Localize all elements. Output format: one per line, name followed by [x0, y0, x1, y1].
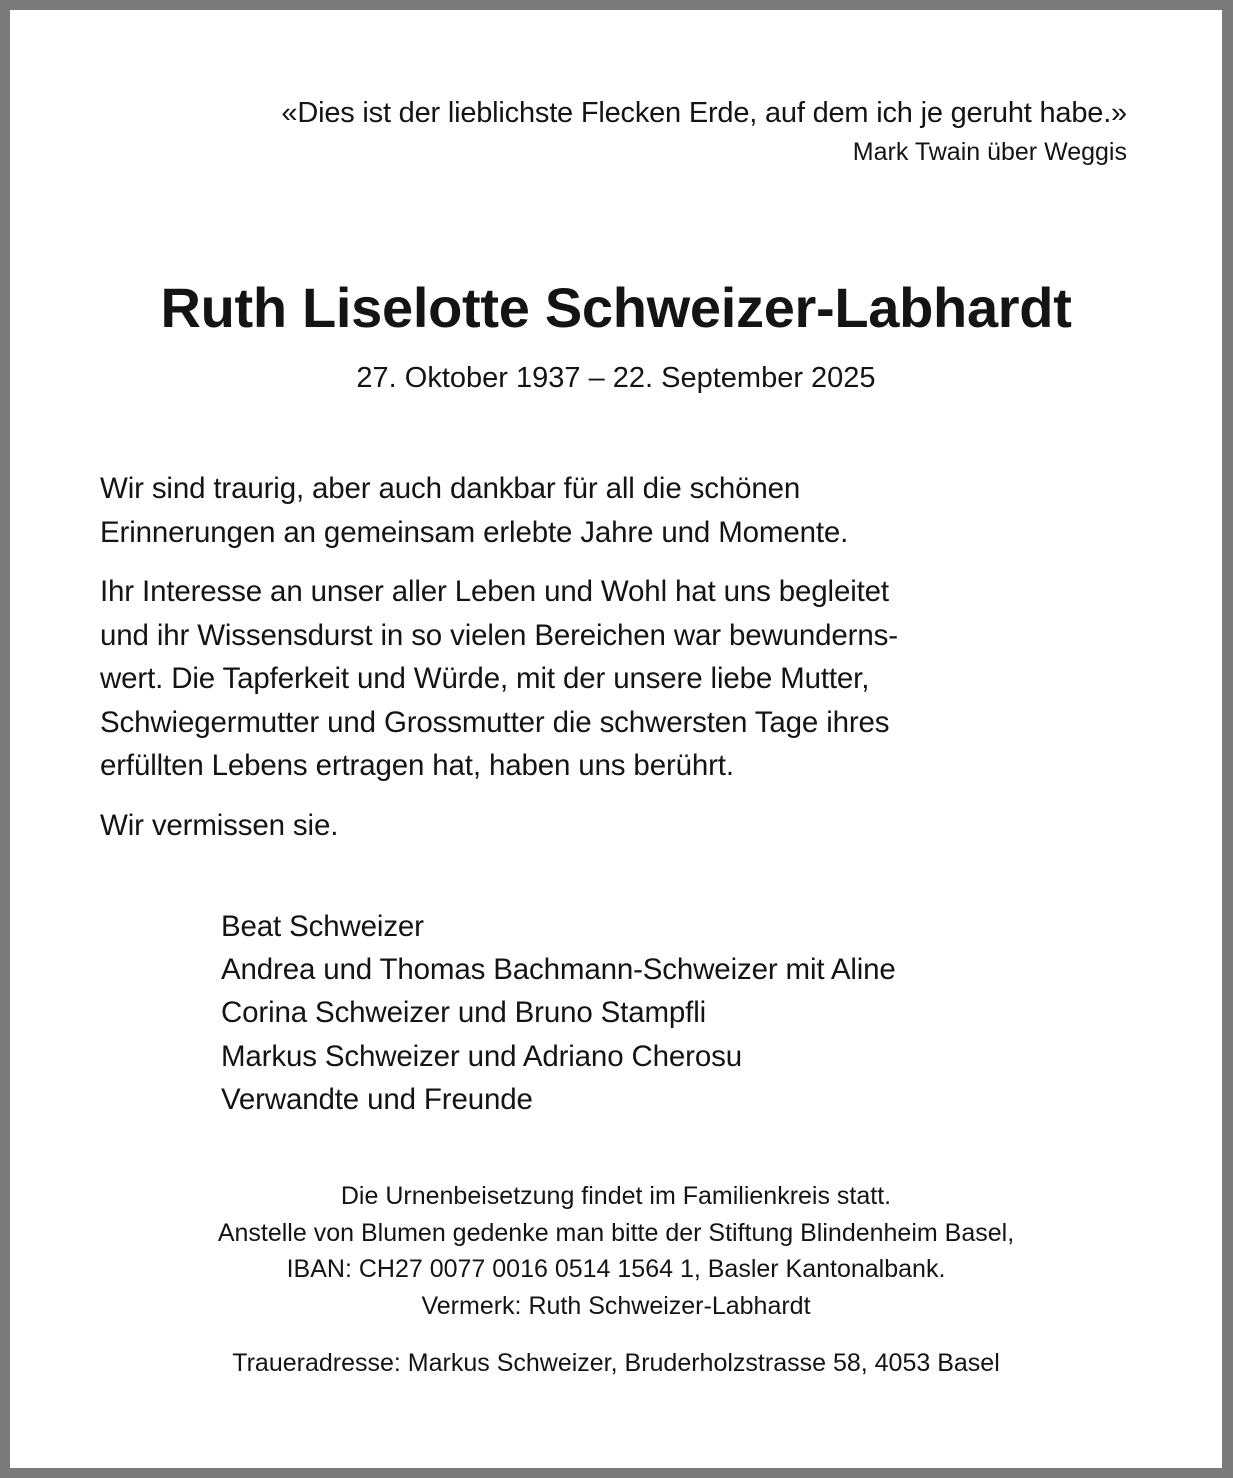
- message-line: Schwiegermutter und Grossmutter die schwersten Tage ihres: [100, 705, 890, 739]
- quote-text: «Dies ist der lieblichste Flecken Erde, auf dem ich je geruht habe.»: [281, 97, 1127, 129]
- notice-line: Vermerk: Ruth Schweizer-Labhardt: [421, 1291, 811, 1320]
- message-paragraph: [100, 570, 1130, 788]
- mourner-entry: Andrea und Thomas Bachmann-Schweizer mit Aline: [221, 953, 896, 987]
- deceased-name: Ruth Liselotte Schweizer-Labhardt: [160, 276, 1072, 339]
- mourner-entry: Markus Schweizer und Adriano Cherosu: [221, 1039, 742, 1073]
- life-dates: 27. Oktober 1937 – 22. September 2025: [356, 362, 876, 394]
- message-line: erfüllten Lebens ertragen hat, haben uns berührt.: [100, 749, 734, 782]
- mourner-entry: Beat Schweizer: [221, 910, 424, 943]
- mourner-entry: Verwandte und Freunde: [221, 1082, 533, 1116]
- message-line: Ihr Interesse an unser aller Leben und Wohl hat uns begleitet: [100, 575, 889, 608]
- message-line: Erinnerungen an gemeinsam erlebte Jahre und Momente.: [100, 515, 849, 549]
- message-paragraph: [100, 804, 1130, 848]
- notice-line: Die Urnenbeisetzung findet im Familienkreis statt.: [340, 1182, 892, 1210]
- quote-block: [281, 93, 1127, 170]
- notice-line: IBAN: CH27 0077 0016 0514 1564 1, Basler Kantonalbank.: [286, 1255, 946, 1283]
- mourner-entry: Corina Schweizer und Bruno Stampfli: [221, 996, 707, 1030]
- message-line: und ihr Wissensdurst in so vielen Bereichen war bewunderns-: [100, 618, 898, 652]
- message-line: Wir sind traurig, aber auch dankbar für all die schönen: [100, 472, 801, 505]
- message-line: Wir vermissen sie.: [100, 808, 339, 842]
- mourners-list: [221, 905, 896, 1121]
- message-paragraph: [100, 467, 1130, 554]
- message-body: [100, 467, 1130, 863]
- quote-author: Mark Twain über Weggis: [852, 138, 1127, 166]
- notice-line: Anstelle von Blumen gedenke man bitte der Stiftung Blindenheim Basel,: [217, 1218, 1015, 1247]
- mourning-address: Traueradresse: Markus Schweizer, Bruderholzstrasse 58, 4053 Basel: [232, 1349, 1000, 1377]
- message-line: wert. Die Tapferkeit und Würde, mit der unsere liebe Mutter,: [100, 662, 870, 695]
- funeral-notice: [10, 1178, 1222, 1324]
- obituary-page: [10, 10, 1222, 1468]
